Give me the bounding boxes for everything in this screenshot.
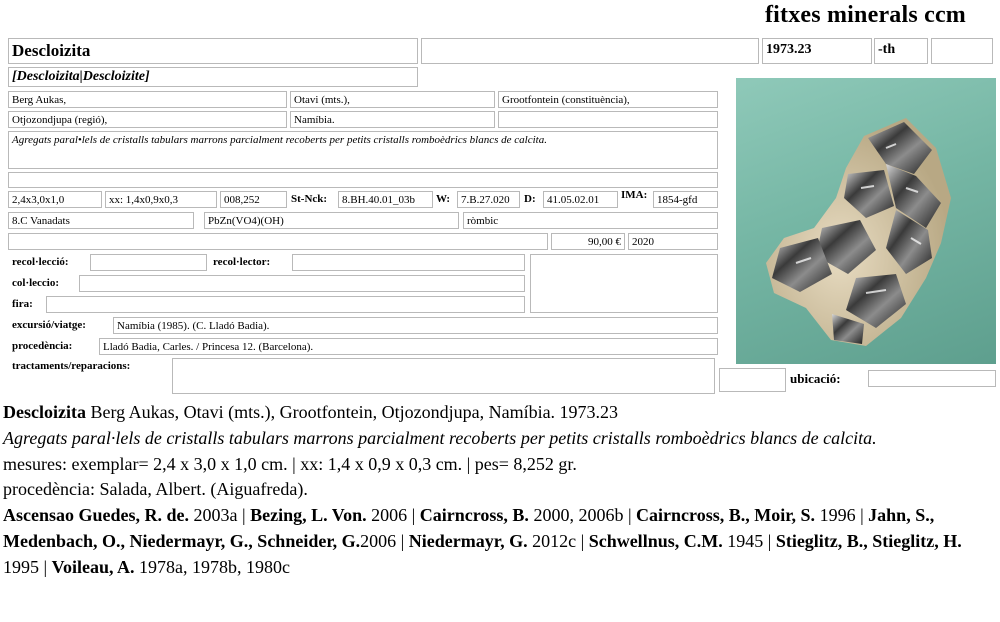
- d-field[interactable]: 41.05.02.01: [543, 191, 618, 208]
- ima-field[interactable]: 1854-gfd: [653, 191, 718, 208]
- locality-field-3[interactable]: Grootfontein (constituència),: [498, 91, 718, 108]
- page-title: fitxes minerals ccm: [764, 2, 966, 28]
- excursio-field[interactable]: Namíbia (1985). (C. Lladó Badia).: [113, 317, 718, 334]
- price-field[interactable]: 90,00 €: [551, 233, 625, 250]
- summary-block: [3, 400, 997, 581]
- reference-author: Cairncross, B., Moir, S.: [636, 505, 816, 526]
- ubicacio-extra-field[interactable]: [719, 368, 786, 392]
- tractaments-field[interactable]: [172, 358, 715, 394]
- system-field[interactable]: ròmbic: [463, 212, 718, 229]
- locality-field-1[interactable]: Berg Aukas,: [8, 91, 287, 108]
- w-field[interactable]: 7.B.27.020: [457, 191, 520, 208]
- st-nck-field[interactable]: 8.BH.40.01_03b: [338, 191, 433, 208]
- reference-author: Voileau, A.: [51, 556, 135, 577]
- reference-years: 2006 |: [366, 505, 420, 526]
- recoleccio-field[interactable]: [90, 254, 207, 271]
- locality-field-2[interactable]: Otavi (mts.),: [290, 91, 495, 108]
- xx-dims-field[interactable]: xx: 1,4x0,9x0,3: [105, 191, 217, 208]
- ubicacio-label: ubicació:: [790, 371, 841, 386]
- reference-years: 1996 |: [815, 505, 869, 526]
- reference-author: Jahn, S., Medenbach, O., Niedermayr, G., Schneider, G.: [3, 505, 935, 551]
- colleccio-label: col·leccio:: [12, 277, 60, 289]
- summary-locality: Berg Aukas, Otavi (mts.), Grootfontein, Otjozondjupa, Namíbia. 1973.23: [85, 402, 619, 422]
- dims-field[interactable]: 2,4x3,0x1,0: [8, 191, 102, 208]
- st-nck-label: St-Nck:: [291, 193, 328, 205]
- mineral-photo: [736, 78, 996, 364]
- procedencia-field[interactable]: Lladó Badia, Carles. / Princesa 12. (Barcelona).: [99, 338, 718, 355]
- locality-field-4[interactable]: Otjozondjupa (regió),: [8, 111, 287, 128]
- reference-years: 2012c |: [527, 530, 589, 551]
- recolector-label: recol·lector:: [213, 256, 271, 268]
- reference-years: 1978a, 1978b, 1980c: [134, 556, 290, 577]
- summary-description: Agregats paral·lels de cristalls tabulars marrons parcialment recoberts per petits cristalls romboèdrics blancs de calcita.: [3, 427, 877, 448]
- reference-years: 2003a |: [189, 505, 251, 526]
- ima-label: IMA:: [621, 189, 648, 201]
- mineral-name-field[interactable]: Descloizita: [8, 38, 418, 64]
- blank-field[interactable]: [421, 38, 759, 64]
- locality-field-5[interactable]: Namíbia.: [290, 111, 495, 128]
- w-label: W:: [436, 193, 451, 205]
- box-extra-field[interactable]: [530, 254, 718, 313]
- procedencia-label: procedència:: [12, 340, 73, 352]
- suffix-extra-field[interactable]: [931, 38, 993, 64]
- summary-procedencia: procedència: Salada, Albert. (Aiguafreda).: [3, 479, 308, 500]
- extra-field[interactable]: [8, 233, 548, 250]
- fira-label: fira:: [12, 298, 33, 310]
- mineral-specimen-icon: [736, 78, 996, 364]
- class-field[interactable]: 8.C Vanadats: [8, 212, 194, 229]
- fira-field[interactable]: [46, 296, 525, 313]
- recolector-field[interactable]: [292, 254, 525, 271]
- summary-references: [3, 503, 997, 580]
- reference-years: 2000, 2006b |: [528, 505, 637, 526]
- reference-years: 2006 |: [360, 530, 409, 551]
- formula-field[interactable]: PbZn(VO4)(OH): [204, 212, 459, 229]
- year-field[interactable]: 2020: [628, 233, 718, 250]
- notes-field[interactable]: [8, 172, 718, 188]
- reference-author: Niedermayr, G.: [408, 530, 528, 551]
- synonyms-field[interactable]: [Descloizita|Descloizite]: [8, 67, 418, 87]
- tractaments-label: tractaments/reparacions:: [12, 360, 131, 372]
- reference-author: Schwellnus, C.M.: [588, 530, 723, 551]
- locality-field-6[interactable]: [498, 111, 718, 128]
- reference-author: Stieglitz, B., Stieglitz, H.: [775, 530, 962, 551]
- summary-name: Descloizita: [3, 402, 86, 422]
- catalog-number-field[interactable]: 1973.23: [762, 38, 872, 64]
- colleccio-field[interactable]: [79, 275, 525, 292]
- reference-years: 1995 |: [3, 556, 52, 577]
- reference-years: 1945 |: [722, 530, 776, 551]
- d-label: D:: [524, 193, 536, 205]
- ubicacio-field[interactable]: [868, 370, 996, 387]
- recoleccio-label: recol·lecció:: [12, 256, 69, 268]
- reference-author: Ascensao Guedes, R. de.: [3, 505, 190, 526]
- suffix-field[interactable]: -th: [874, 38, 928, 64]
- reference-author: Cairncross, B.: [419, 505, 529, 526]
- summary-title-line: [3, 400, 997, 426]
- summary-mesures: mesures: exemplar= 2,4 x 3,0 x 1,0 cm. | xx: 1,4 x 0,9 x 0,3 cm. | pes= 8,252 gr.: [3, 453, 577, 474]
- excursio-label: excursió/viatge:: [12, 319, 86, 331]
- reference-author: Bezing, L. Von.: [250, 505, 367, 526]
- weight-field[interactable]: 008,252: [220, 191, 287, 208]
- description-field[interactable]: Agregats paral•lels de cristalls tabulars marrons parcialment recoberts per petits cristalls romboèdrics blancs de calcita.: [8, 131, 718, 169]
